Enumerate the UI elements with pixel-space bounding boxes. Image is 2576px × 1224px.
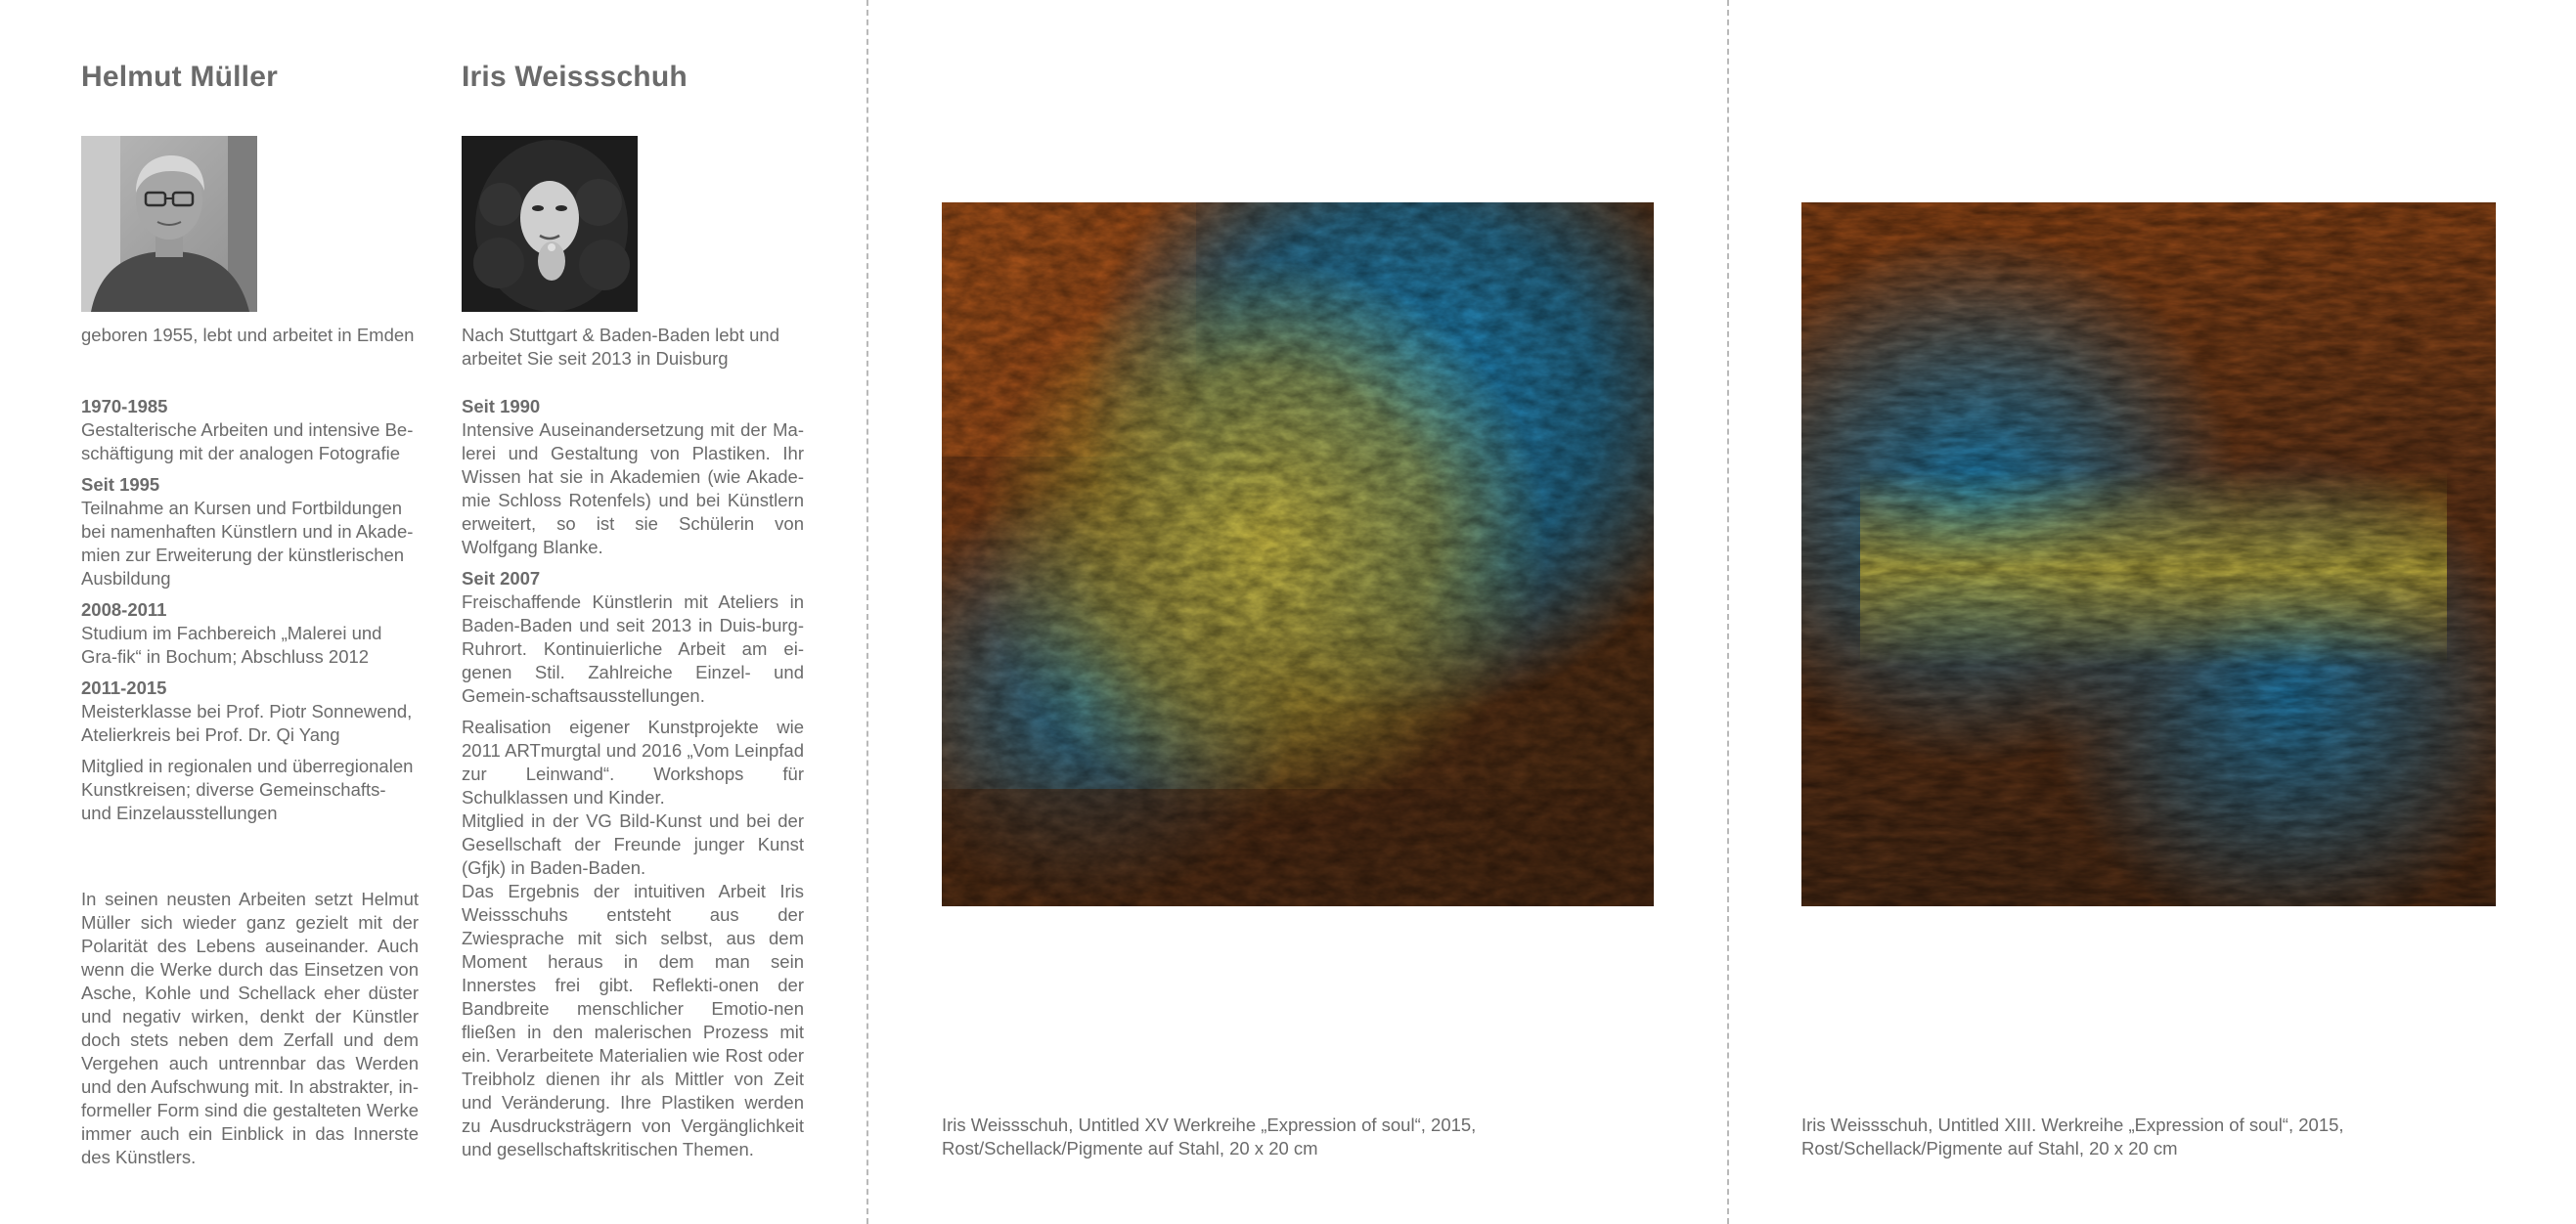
page-divider (866, 0, 868, 1224)
artist-cv (81, 395, 419, 825)
artist-cv (462, 395, 804, 1161)
cv-entry (81, 677, 419, 747)
artwork-caption (1801, 1114, 2506, 1160)
artist-paragraph: Das Ergebnis der intuitiven Arbeit Iris Weissschuhs entsteht aus der Zwiesprache mit sich selbst, aus dem Moment heraus in dem man sein Innerstes frei gibt. Reflekti-onen der Bandbreite menschlicher Emotio-nen fließen in den malerischen Prozess mit ein. Verarbeitete Materialien wie Rost oder Treibholz dienen ihr als Mittler von Zeit und Veränderung. Ihre Plastiken werden zu Ausdrucksträgern von Vergänglichkeit und gesellschaftskritischen Themen. (462, 881, 804, 1159)
artwork-caption (942, 1114, 1646, 1160)
artist-intro: Nach Stuttgart & Baden-Baden lebt und arbeitet Sie seit 2013 in Duisburg (462, 325, 779, 369)
artist-portrait-helmut (81, 136, 257, 312)
caption-title: Iris Weissschuh, Untitled XIII. Werkreihe „Expression of soul“, 2015, (1801, 1115, 2344, 1135)
cv-entry-text: Studium im Fachbereich „Malerei und Gra-fik“ in Bochum; Abschluss 2012 (81, 623, 382, 667)
cv-entry (81, 598, 419, 669)
cv-entry-text: Freischaffende Künstlerin mit Ateliers in Baden-Baden und seit 2013 in Duis-burg-Ruhrort. Kontinuierliche Arbeit am ei-genen Stil. Zahlreiche Einzel- und Gemein-schaftsausstellungen. (462, 591, 804, 706)
artist-paragraph: Realisation eigener Kunstprojekte wie 2011 ARTmurgtal und 2016 „Vom Leinpfad zur Leinwand“. Workshops für Schulklassen und Kinder. (462, 717, 804, 808)
artwork-image-untitled-xv (942, 202, 1654, 906)
cv-entry-text: Gestalterische Arbeiten und intensive Be-schäftigung mit der analogen Fotografie (81, 419, 414, 463)
artist-name: Helmut Müller (81, 61, 278, 93)
artist-statement: In seinen neusten Arbeiten setzt Helmut Müller sich wieder ganz gezielt mit der Polarität des Lebens auseinander. Auch wenn die Werke durch das Einsetzen von Asche, Kohle und Schellack eher düster und negativ wirken, denkt der Künstler doch stets neben dem Zerfall und dem Vergehen auch untrennbar das Werden und den Aufschwung mit. In abstrakter, in-formeller Form sind die gestalteten Werke immer auch ein Einblick in das Innerste des Künstlers. (81, 889, 419, 1167)
artist-intro: geboren 1955, lebt und arbeitet in Emden (81, 325, 415, 345)
cv-entry-year: 2011-2015 (81, 678, 167, 698)
cv-entry-year: 1970-1985 (81, 396, 168, 416)
cv-entry (462, 395, 804, 559)
cv-entry-text: Intensive Auseinandersetzung mit der Ma-lerei und Gestaltung von Plastiken. Ihr Wissen hat sie in Akademien (wie Akade-mie Schloss Rotenfels) und bei Künstlern erweitert, so ist sie Schülerin von Wolfgang Blanke. (462, 419, 804, 557)
cv-entry-text: Meisterklasse bei Prof. Piotr Sonnewend, Atelierkreis bei Prof. Dr. Qi Yang (81, 701, 413, 745)
cv-entry-year: Seit 2007 (462, 568, 541, 589)
artist-portrait-iris (462, 136, 638, 312)
caption-material: Rost/Schellack/Pigmente auf Stahl, 20 x 20 cm (942, 1138, 1318, 1158)
artwork-image-untitled-xiii (1801, 202, 2496, 906)
cv-entry-year: Seit 1995 (81, 474, 160, 495)
cv-entry-year: 2008-2011 (81, 599, 167, 620)
page-divider (1727, 0, 1729, 1224)
cv-entry (81, 395, 419, 465)
cv-entry-year: Seit 1990 (462, 396, 541, 416)
artist-paragraph: Mitglied in der VG Bild-Kunst und bei der Gesellschaft der Freunde junger Kunst (Gfjk) in Baden-Baden. (462, 810, 804, 878)
cv-entry-text: Teilnahme an Kursen und Fortbildungen bei namenhaften Künstlern und in Akade-mien zur Erweiterung der künstlerischen Ausbildung (81, 498, 414, 589)
artist-name: Iris Weissschuh (462, 61, 688, 93)
cv-entry (81, 473, 419, 590)
cv-entry (462, 567, 804, 708)
caption-title: Iris Weissschuh, Untitled XV Werkreihe „Expression of soul“, 2015, (942, 1115, 1477, 1135)
artist-membership: Mitglied in regionalen und überregionalen Kunstkreisen; diverse Gemeinschafts- und Einzelausstellungen (81, 756, 414, 823)
caption-material: Rost/Schellack/Pigmente auf Stahl, 20 x 20 cm (1801, 1138, 2178, 1158)
